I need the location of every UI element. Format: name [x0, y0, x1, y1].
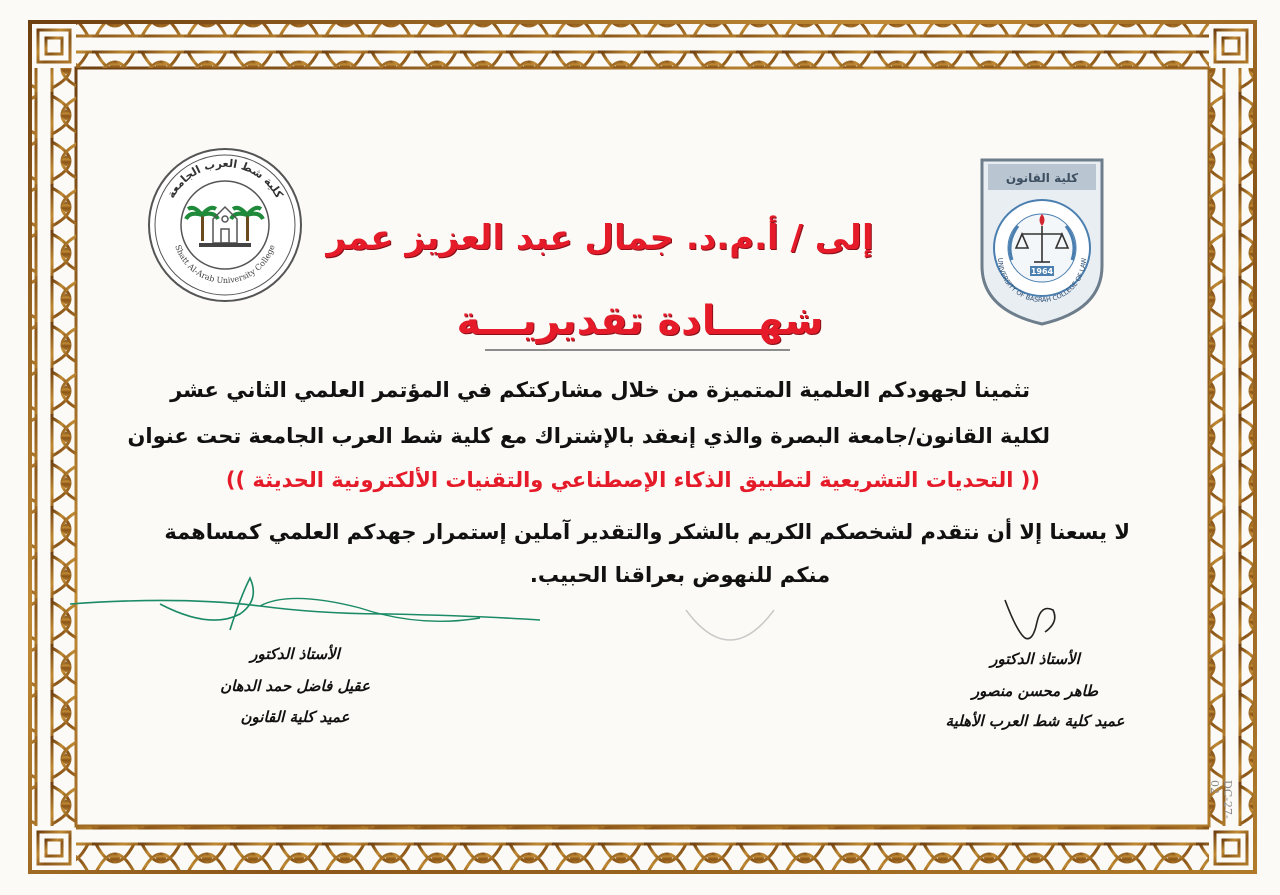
left-signatory-title: الأستاذ الدكتور	[250, 645, 340, 663]
certificate-title: شهـــادة تقديريـــة	[456, 298, 824, 344]
left-signature	[60, 570, 560, 650]
conference-topic: (( التحديات التشريعية لتطبيق الذكاء الإصطناعي والتقنيات الألكترونية الحديثة ))	[225, 468, 1040, 492]
body-line-1: تثمينا لجهودكم العلمية المتميزة من خلال مشاركتكم في المؤتمر العلمي الثاني عشر	[170, 378, 1030, 402]
body-line-5: منكم للنهوض بعراقنا الحبيب.	[529, 563, 831, 587]
right-signatory-position: عميد كلية شط العرب الأهلية	[945, 712, 1125, 730]
document-code: DC-27-02	[1208, 780, 1234, 819]
body-line-4: لا يسعنا إلا أن نتقدم لشخصكم الكريم بالشكر والتقدير آملين إستمرار جهدكم العلمي كمساهمة	[164, 520, 1130, 544]
left-logo-bottom-text: Shatt Al-Arab University College	[173, 243, 277, 286]
right-signature	[995, 592, 1065, 652]
shatt-al-arab-college-logo	[145, 145, 305, 305]
recipient-name: إلى / أ.م.د. جمال عبد العزيز عمر	[326, 218, 874, 258]
right-logo-header: كلية القانون	[1005, 171, 1079, 185]
right-signatory-name: طاهر محسن منصور	[971, 682, 1099, 700]
body-line-2: لكلية القانون/جامعة البصرة والذي إنعقد بالإشتراك مع كلية شط العرب الجامعة تحت عنوان	[127, 424, 1050, 448]
left-signatory-position: عميد كلية القانون	[240, 708, 350, 726]
left-signatory-name: عقيل فاضل حمد الدهان	[220, 677, 370, 695]
right-logo-ring-text: UNIVERSITY OF BASRAH COLLEGE OF LAW	[995, 257, 1089, 305]
title-underline	[485, 349, 790, 351]
right-signatory-title: الأستاذ الدكتور	[990, 650, 1080, 668]
left-logo-top-text: كلية شط العرب الجامعة	[164, 156, 286, 201]
right-logo-year: 1964	[1030, 267, 1054, 276]
college-of-law-logo	[978, 148, 1106, 328]
faint-stamp-arc	[680, 600, 780, 650]
